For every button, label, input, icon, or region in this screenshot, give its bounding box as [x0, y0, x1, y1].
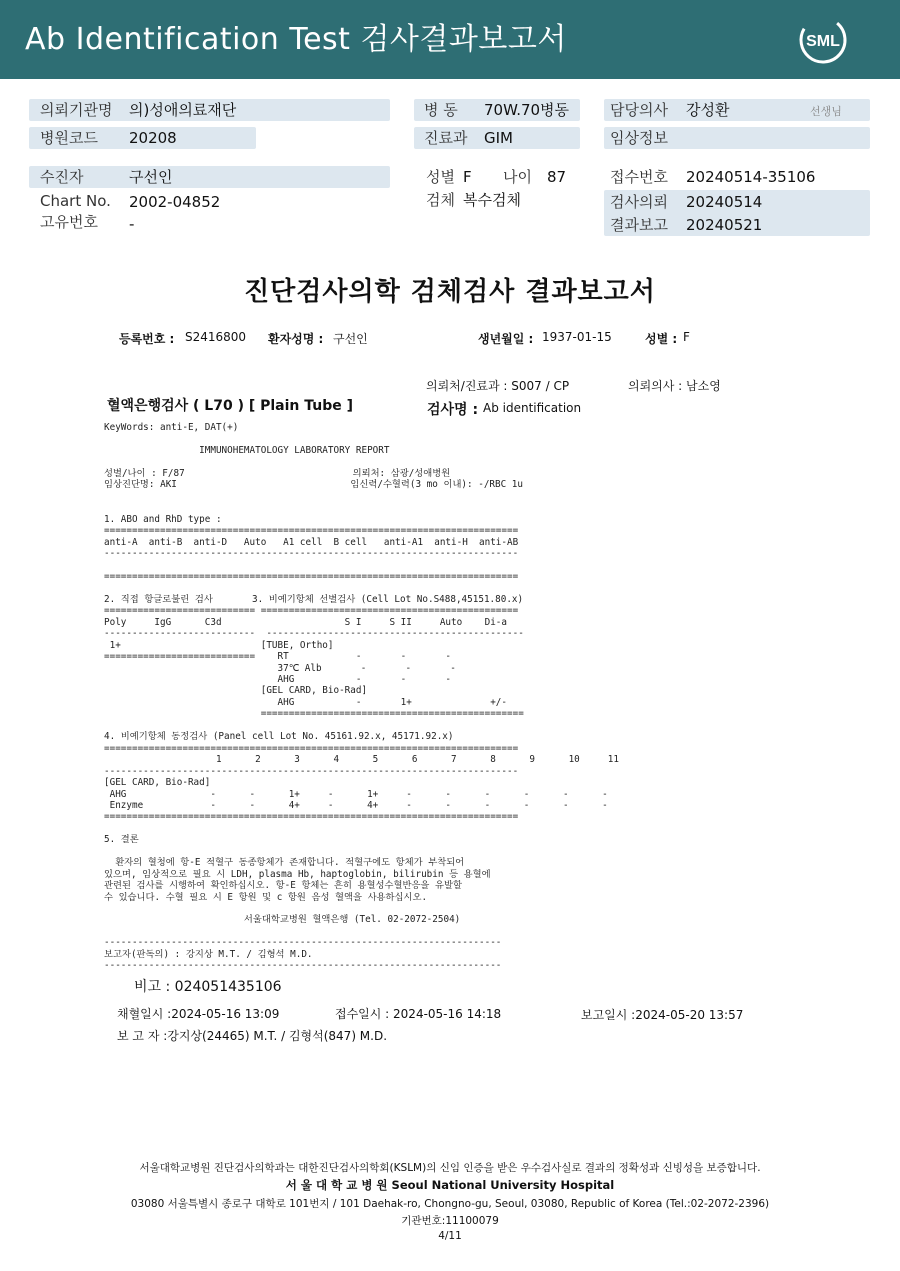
page-title: Ab Identification Test 검사결과보고서 [25, 22, 567, 57]
collected-time: 채혈일시 :2024-05-16 13:09 [117, 1007, 280, 1021]
institution-label: 의뢰기관명 [40, 101, 113, 119]
reg-label: 등록번호 : [119, 332, 175, 346]
remark: 비고 : 024051435106 [134, 979, 282, 995]
dept-label: 진료과 [424, 129, 468, 147]
lab-report-body: KeyWords: anti-E, DAT(+) IMMUNOHEMATOLOGY LABORATORY REPORT 성별/나이 : F/87 의뢰처: 삼광/성애병원 임상진단명: AKI 임신력/수혈력(3 mo 이내): -/RBC 1u 1. ABO and RhD type : ========================================================================== anti-A anti-B anti-D Auto A1 cell B cell anti-A1 anti-H anti-AB -------------------------------------------------------------------------- ========================================================================== 2. 직접 항글로불린 검사 3. 비예기항체 선별검사 (Cell Lot No.S488,45151.80.x) =========================== ============================================== Poly IgG C3d S I S II Auto Di-a --------------------------- ---------------------------------------------- 1+ [TUBE, Ortho] =========================== RT - - - 37℃ Alb - - - AHG - - - [GEL CARD, Bio-Rad] AHG - 1+ +/- =============================================== 4. 비예기항체 동정검사 (Panel cell Lot No. 45161.92.x, 45171.92.x) ========================================================================== 1 2 3 4 5 6 7 8 9 10 11 -------------------------------------------------------------------------- [GEL CARD, Bio-Rad] AHG - - 1+ - 1+ - - - - - - Enzyme - - 4+ - 4+ - - - - - - ========================================================================== 5. 결론 환자의 혈청에 항-E 적혈구 동종항체가 존재합니다. 적혈구에도 항체가 부착되어 있으며, 임상적으로 필요 시 LDH, plasma Hb, haptoglobin, bilirubin 등 용혈에 관련된 검사를 시행하여 확인하십시오. 항-E 항체는 흔히 용혈성수혈반응을 유발할 수 있습니다. 수혈 필요 시 E 항원 및 c 항원 음성 혈액을 사용하십시오. 서울대학교병원 혈액은행 (Tel. 02-2072-2504) ----------------------------------------------------------------------- 보고자(판독의) : 강지상 M.T. / 김형석 M.D. ----------------------------------------------------------------------- [104, 422, 619, 972]
ward-label: 병 동 [424, 101, 458, 119]
report-date-value: 20240521 [686, 216, 763, 234]
pname-value: 구선인 [333, 332, 368, 346]
age-value: 87 [547, 168, 567, 186]
request-value: 20240514 [686, 193, 763, 211]
pname-label: 환자성명 : [268, 332, 324, 346]
footer-hospital: 서 울 대 학 교 병 원 Seoul National University Hospital [285, 1178, 615, 1192]
doctor-suffix: 선생님 [810, 105, 842, 118]
uid-label: 고유번호 [40, 213, 98, 231]
test-group: 혈액은행검사 ( L70 ) [ Plain Tube ] [107, 398, 354, 414]
footer-inst-no: 기관번호:11100079 [401, 1215, 499, 1227]
receipt-value: 20240514-35106 [686, 168, 816, 186]
dept-value: GIM [484, 129, 513, 147]
report-date-label: 결과보고 [610, 216, 668, 234]
request-label: 검사의뢰 [610, 193, 668, 211]
sex-label: 성별 [426, 168, 455, 186]
reporter: 보 고 자 :강지상(24465) M.T. / 김형석(847) M.D. [117, 1029, 388, 1043]
sex-value: F [463, 168, 472, 186]
hospcode-value: 20208 [129, 129, 177, 147]
chart-value: 2002-04852 [129, 193, 221, 211]
institution-value: 의)성애의료재단 [129, 101, 237, 119]
patient-value: 구선인 [129, 168, 173, 186]
header-banner [0, 0, 900, 79]
ward-value: 70W.70병동 [484, 101, 570, 119]
footer-address: 03080 서울특별시 종로구 대학로 101번지 / 101 Daehak-ro, Chongno-gu, Seoul, 03080, Republic of Korea (Tel.:02-2072-2396) [130, 1198, 770, 1210]
test-name-value: Ab identification [483, 401, 582, 415]
doctor-label: 담당의사 [610, 101, 668, 119]
origin-text: 의뢰처/진료과 : S007 / CP [426, 379, 570, 393]
specimen-value: 복수검체 [463, 191, 521, 209]
receipt-label: 접수번호 [610, 168, 668, 186]
sml-logo [796, 13, 850, 67]
reported-time: 보고일시 :2024-05-20 13:57 [581, 1008, 744, 1022]
rsex-value: F [683, 330, 690, 344]
doctor-value: 강성환 [686, 101, 730, 119]
logo-text: SML [806, 33, 840, 50]
received-time: 접수일시 : 2024-05-16 14:18 [335, 1007, 502, 1021]
rsex-label: 성별 : [645, 332, 678, 346]
dob-value: 1937-01-15 [542, 330, 612, 344]
test-name-label: 검사명 : [427, 402, 479, 418]
footer-certification: 서울대학교병원 진단검사의학과는 대한진단검사의학회(KSLM)의 신임 인증을 받은 우수검사실로 결과의 정확성과 신빙성을 보증합니다. [139, 1162, 761, 1174]
uid-value: - [129, 215, 135, 233]
requester-text: 의뢰의사 : 남소영 [628, 379, 721, 393]
chart-label: Chart No. [40, 192, 111, 210]
clinical-label: 임상정보 [610, 129, 668, 147]
reg-value: S2416800 [185, 330, 247, 344]
age-label: 나이 [503, 168, 532, 186]
specimen-label: 검체 [426, 191, 455, 209]
patient-label: 수진자 [40, 168, 84, 186]
report-title: 진단검사의학 검체검사 결과보고서 [244, 277, 656, 307]
page-number: 4/11 [438, 1230, 462, 1242]
hospcode-label: 병원코드 [40, 129, 98, 147]
dob-label: 생년월일 : [478, 332, 534, 346]
